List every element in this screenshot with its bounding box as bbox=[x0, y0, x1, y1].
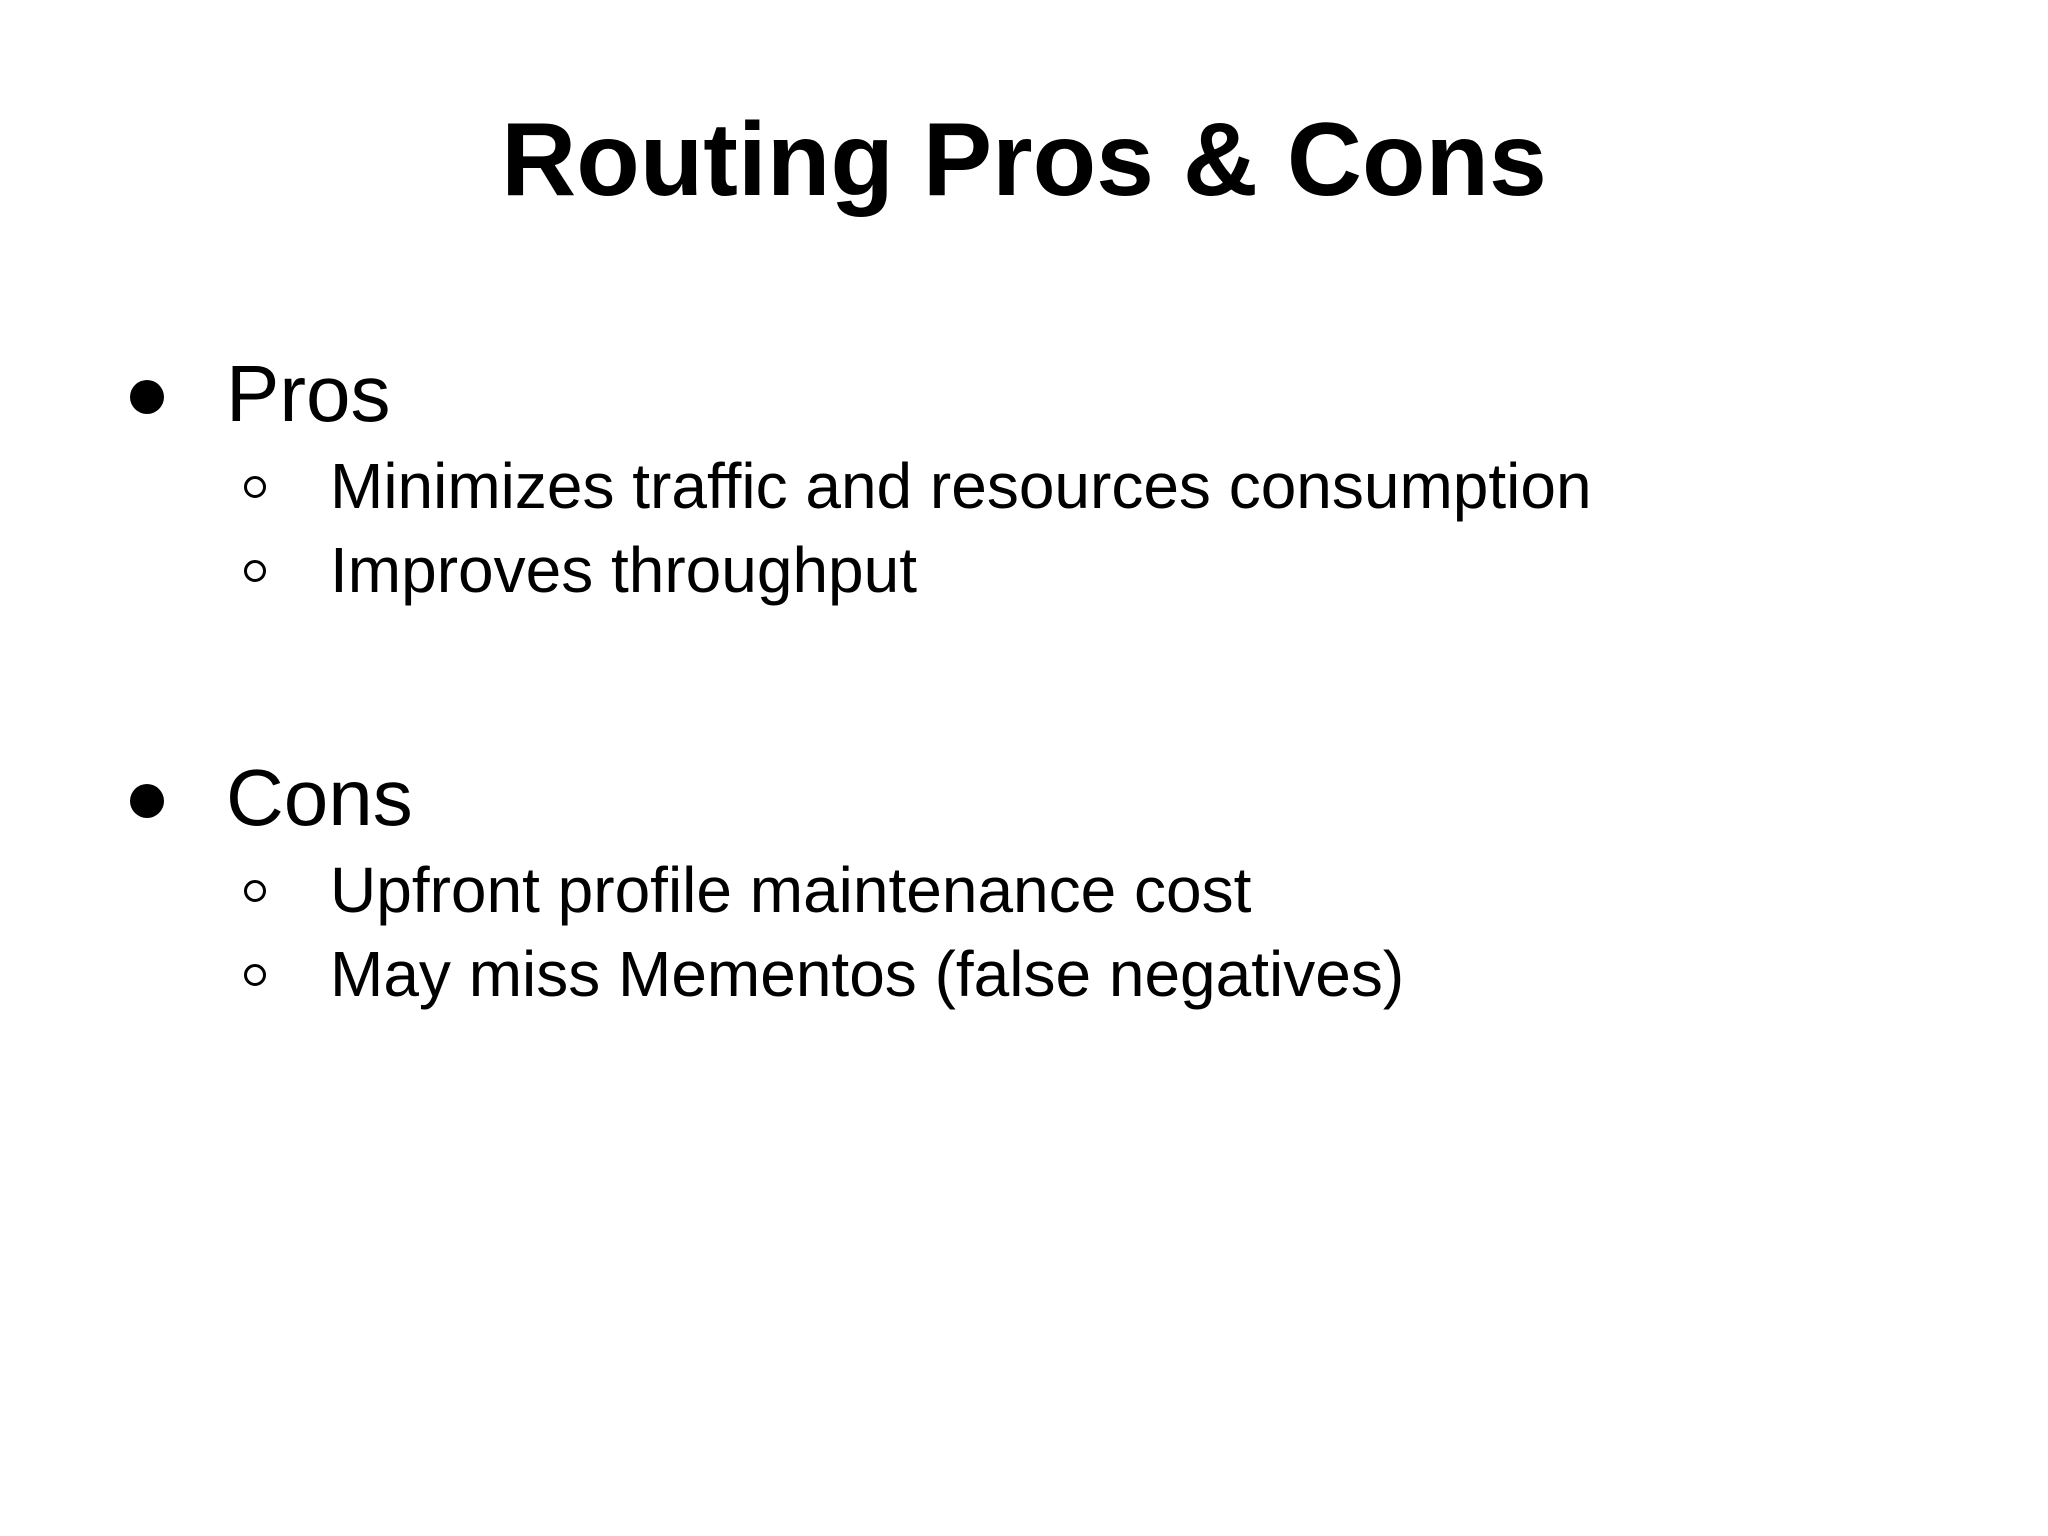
section-pros bbox=[0, 344, 2048, 612]
filled-bullet-icon bbox=[130, 784, 164, 818]
sub-bullet-text: May miss Mementos (false negatives) bbox=[330, 938, 1405, 1010]
hollow-bullet-icon bbox=[244, 880, 266, 902]
bullet-item-cons bbox=[0, 748, 2048, 848]
list-item bbox=[0, 932, 2048, 1016]
sub-bullet-text: Minimizes traffic and resources consumption bbox=[330, 450, 1592, 522]
bullet-item-pros bbox=[0, 344, 2048, 444]
list-item bbox=[0, 528, 2048, 612]
sub-list-pros bbox=[0, 444, 2048, 612]
filled-bullet-icon bbox=[130, 380, 164, 414]
sub-bullet-text: Upfront profile maintenance cost bbox=[330, 854, 1252, 926]
section-cons bbox=[0, 748, 2048, 1016]
list-item bbox=[0, 848, 2048, 932]
sub-list-cons bbox=[0, 848, 2048, 1016]
bullet-heading: Cons bbox=[226, 753, 413, 842]
hollow-bullet-icon bbox=[244, 560, 266, 582]
hollow-bullet-icon bbox=[244, 964, 266, 986]
sub-bullet-text: Improves throughput bbox=[330, 534, 917, 606]
bullet-heading: Pros bbox=[226, 349, 391, 438]
list-item bbox=[0, 444, 2048, 528]
hollow-bullet-icon bbox=[244, 476, 266, 498]
slide-title: Routing Pros & Cons bbox=[501, 102, 1547, 218]
